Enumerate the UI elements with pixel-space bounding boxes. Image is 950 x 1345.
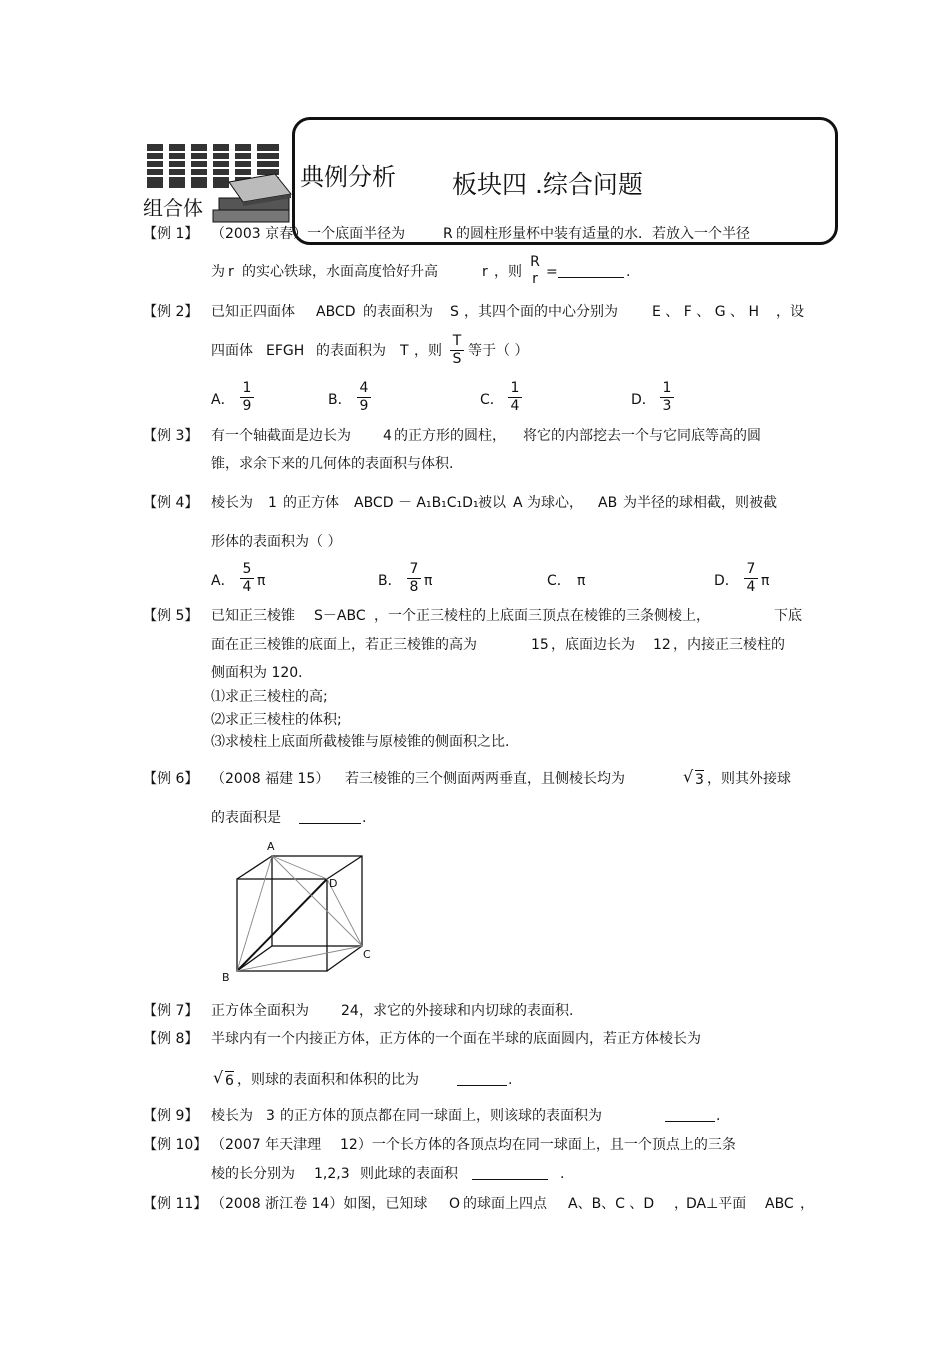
example-text: 的正方体的顶点都在同一球面上，则该球的表面积为 [280, 1108, 602, 1124]
example-text: 有一个轴截面是边长为 [211, 428, 351, 444]
example-text: r [482, 264, 488, 280]
example-text: 为半径的球相截，则被截 [623, 495, 777, 511]
fraction: 1 3 [660, 380, 674, 415]
answer-blank [665, 1107, 715, 1122]
example-text: 12 [653, 637, 671, 653]
example-text: （2007 年天津理 [211, 1137, 322, 1153]
example-text: 1,2,3 [314, 1166, 350, 1182]
example-text: 3 [266, 1108, 275, 1124]
example-text: 半球内有一个内接正方体，正方体的一个面在半球的底面圆内，若正方体棱长为 [211, 1031, 701, 1047]
example-text: π [577, 573, 586, 589]
example-text: AB [598, 495, 618, 511]
option-letter: A． [211, 573, 235, 589]
example-text: S [450, 304, 459, 320]
example-text: 棱的长分别为 [211, 1166, 295, 1182]
example-text: A、B、C 、D [568, 1196, 655, 1212]
example-text: 形体的表面积为（ ） [211, 534, 342, 550]
fraction: 5 4 [240, 561, 254, 596]
example-label: 【例 10】 [143, 1137, 208, 1153]
example-text: 则此球的表面积 [360, 1166, 458, 1182]
option-letter: C． [480, 392, 504, 408]
example-text: E 、 F 、 G 、 H [652, 304, 759, 320]
subtitle: 组合体 [143, 196, 203, 220]
example-text: 棱长为 [211, 495, 253, 511]
example-text: ABC [765, 1196, 794, 1212]
example-text: ，则 [494, 264, 522, 280]
example-text: 6 [225, 1073, 234, 1089]
fraction: T S [450, 333, 464, 368]
sub-question: ⑵求正三棱柱的体积; [211, 712, 342, 728]
example-text: 的实心铁球，水面高度恰好升高 [242, 264, 438, 280]
option-letter: A． [211, 392, 235, 408]
example-text: 的球面上四点 [463, 1196, 547, 1212]
fraction: 7 8 [407, 561, 421, 596]
example-text: ， [674, 1196, 688, 1212]
sub-question: ⑴求正三棱柱的高; [211, 689, 328, 705]
vertex-label-d: D [329, 877, 338, 890]
answer-blank [472, 1165, 548, 1180]
example-text: π [424, 573, 433, 589]
fraction: 1 9 [240, 380, 254, 415]
cube-figure [215, 835, 385, 985]
example-text: ，一个正三棱柱的上底面三顶点在棱锥的三条侧棱上， [374, 608, 710, 624]
example-text: 24 [341, 1003, 359, 1019]
sqrt-symbol: √ [213, 1068, 224, 1087]
example-text: 将它的内部挖去一个与它同底等高的圆 [523, 428, 761, 444]
answer-blank [457, 1071, 507, 1086]
example-text: （2003 京春）一个底面半径为 [211, 226, 406, 242]
answer-blank [558, 263, 624, 278]
example-text: 为 [211, 264, 225, 280]
example-text: 下底 [774, 608, 802, 624]
example-text: 被以 [478, 495, 506, 511]
example-text: 已知正四面体 [211, 304, 295, 320]
example-text: T [400, 343, 409, 359]
example-text: 的正方体 [283, 495, 339, 511]
example-text: ，求它的外接球和内切球的表面积. [359, 1003, 574, 1019]
sqrt-symbol: √ [683, 767, 694, 786]
example-text: 的表面积为 [316, 343, 386, 359]
example-text: O [449, 1196, 461, 1212]
example-label: 【例 8】 [143, 1031, 199, 1047]
example-text: . [560, 1166, 565, 1182]
example-label: 【例 9】 [143, 1108, 199, 1124]
example-text: S－ABC [314, 608, 366, 624]
example-text: 四面体 [211, 343, 253, 359]
vertex-label-a: A [267, 840, 275, 853]
example-text: . [716, 1108, 721, 1124]
example-text: 15 [531, 637, 549, 653]
example-text: ，则 [414, 343, 442, 359]
vertex-label-c: C [363, 948, 371, 961]
example-text: ，内接正三棱柱的 [673, 637, 785, 653]
example-text: 4 [383, 428, 392, 444]
example-text: ， [800, 1196, 814, 1212]
example-label: 【例 3】 [143, 428, 199, 444]
example-text: π [257, 573, 266, 589]
fraction: 7 4 [744, 561, 758, 596]
example-text: 的正方形的圆柱， [394, 428, 506, 444]
fraction: R r [530, 254, 540, 287]
example-text: 正方体全面积为 [211, 1003, 309, 1019]
example-text: . [362, 810, 367, 826]
example-text: . [626, 264, 631, 280]
example-label: 【例 4】 [143, 495, 199, 511]
option-letter: D． [714, 573, 739, 589]
example-label: 【例 1】 [143, 226, 199, 242]
example-text: 1 [268, 495, 277, 511]
vertex-label-b: B [222, 971, 230, 984]
example-text: 若三棱锥的三个侧面两两垂直，且侧棱长均为 [345, 771, 625, 787]
example-text: DA⊥平面 [686, 1196, 747, 1212]
option-letter: B． [328, 392, 352, 408]
example-text: 锥，求余下来的几何体的表面积与体积. [211, 456, 454, 472]
option-letter: D． [631, 392, 656, 408]
example-text: 的表面积为 [363, 304, 433, 320]
example-text: 棱长为 [211, 1108, 253, 1124]
example-text: （2008 福建 15） [211, 771, 330, 787]
example-text: 的表面积是 [211, 810, 281, 826]
example-text: 已知正三棱锥 [211, 608, 295, 624]
example-text: 等于（ ） [468, 343, 529, 359]
sub-question: ⑶求棱柱上底面所截棱锥与原棱锥的侧面积之比. [211, 734, 510, 750]
answer-blank [299, 809, 361, 824]
example-text: 的圆柱形量杯中装有适量的水．若放入一个半径 [456, 226, 750, 242]
example-text: r [228, 264, 234, 280]
example-label: 【例 2】 [143, 304, 199, 320]
example-text: . [508, 1072, 513, 1088]
example-text: ABCD － A₁B₁C₁D₁ [354, 495, 479, 511]
fraction: 4 9 [357, 380, 371, 415]
example-text: ，设 [776, 304, 804, 320]
example-label: 【例 6】 [143, 771, 199, 787]
example-text: ，其四个面的中心分别为 [464, 304, 618, 320]
example-text: ，则球的表面积和体积的比为 [237, 1072, 419, 1088]
example-text: A [513, 495, 523, 511]
example-text: 为球心， [527, 495, 583, 511]
example-text: EFGH [266, 343, 305, 359]
example-label: 【例 11】 [143, 1196, 208, 1212]
section-label: 典例分析 [300, 163, 396, 191]
example-text: = [546, 264, 558, 280]
option-letter: B． [378, 573, 402, 589]
banner-title: 板块四 .综合问题 [452, 170, 643, 199]
example-text: 侧面积为 120． [211, 665, 313, 681]
example-label: 【例 7】 [143, 1003, 199, 1019]
example-text: 12）一个长方体的各顶点均在同一球面上，且一个顶点上的三条 [340, 1137, 736, 1153]
example-text: 面在正三棱锥的底面上，若正三棱锥的高为 [211, 637, 477, 653]
example-text: ，则其外接球 [707, 771, 791, 787]
example-text: ，底面边长为 [551, 637, 635, 653]
example-text: （2008 浙江卷 14）如图，已知球 [211, 1196, 428, 1212]
example-text: R [443, 226, 453, 242]
example-text: ABCD [316, 304, 356, 320]
example-text: 3 [695, 772, 704, 788]
option-letter: C． [547, 573, 571, 589]
example-label: 【例 5】 [143, 608, 199, 624]
fraction: 1 4 [508, 380, 522, 415]
example-text: π [761, 573, 770, 589]
